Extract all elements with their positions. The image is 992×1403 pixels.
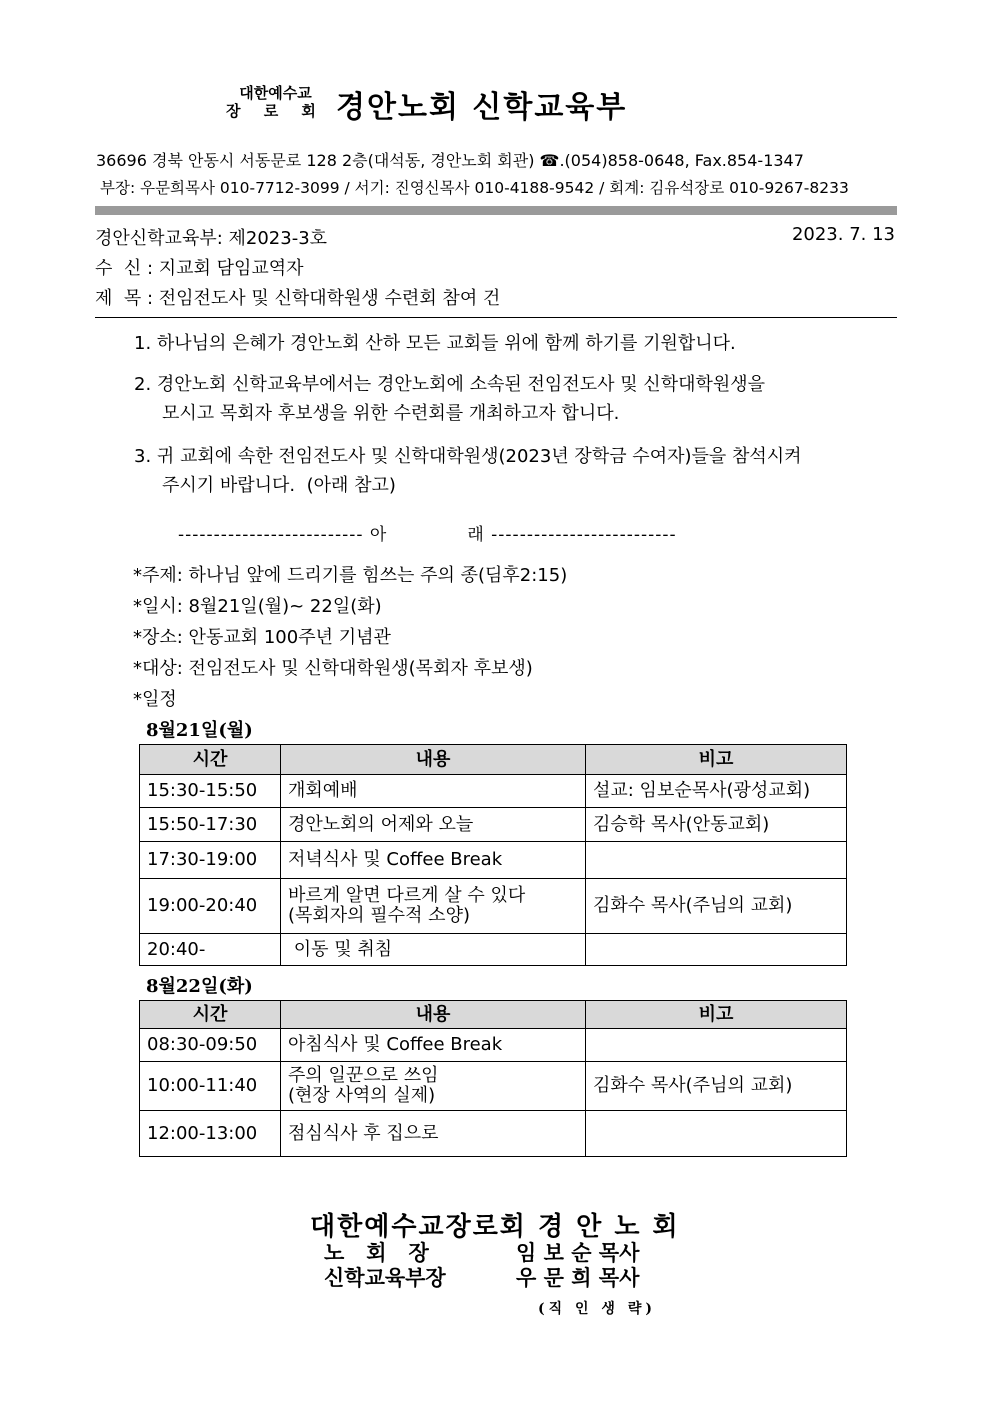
info-theme: *주제: 하나님 앞에 드리기를 힘쓰는 주의 종(딤후2:15)	[133, 565, 568, 586]
table-row	[140, 842, 847, 879]
row-content: 경안노회의 어제와 오늘	[281, 808, 586, 842]
signature-person: 우 문 희 목사	[516, 1265, 640, 1290]
header-note: 비고	[586, 745, 847, 775]
row-note	[586, 1111, 847, 1157]
org-label-line2: 장 로 회	[226, 102, 325, 120]
row-content	[281, 1062, 586, 1111]
row-time: 15:30-15:50	[140, 775, 281, 808]
info-target: *대상: 전임전도사 및 신학대학원생(목회자 후보생)	[133, 658, 533, 679]
header-divider	[95, 206, 897, 215]
table-row	[140, 1062, 847, 1111]
notice-divider-left: -------------------------- 아	[178, 525, 388, 545]
row-content-line2: (목회자의 필수적 소양)	[288, 905, 470, 926]
subject: 제 목 : 전임전도사 및 신학대학원생 수련회 참여 건	[95, 288, 501, 309]
table-row	[140, 808, 847, 842]
day1-title: 8월21일(월)	[146, 720, 253, 741]
row-note	[586, 842, 847, 879]
row-content-line1: 주의 일꾼으로 쓰임	[288, 1065, 439, 1086]
paragraph-3-line2: 주시기 바랍니다. (아래 참고)	[162, 475, 396, 496]
signature-role: 노 회 장	[324, 1240, 429, 1265]
header-time: 시간	[140, 745, 281, 775]
row-time: 20:40-	[140, 934, 281, 966]
schedule-table-day1	[139, 744, 847, 966]
signature-row-department-head	[324, 1262, 639, 1292]
notice-divider-right: 래 --------------------------	[467, 525, 677, 545]
paragraph-2-line2: 모시고 목회자 후보생을 위한 수련회를 개최하고자 합니다.	[162, 403, 620, 424]
day2-title: 8월22일(화)	[146, 976, 253, 997]
row-time: 17:30-19:00	[140, 842, 281, 879]
paragraph-3	[134, 442, 802, 500]
row-note	[586, 1029, 847, 1062]
paragraph-2-line1: 2. 경안노회 신학교육부에서는 경안노회에 소속된 전임전도사 및 신학대학원생을	[134, 374, 766, 395]
meta-divider	[95, 317, 897, 318]
row-content: 이동 및 취침	[281, 934, 586, 966]
row-content-line2: (현장 사역의 실제)	[288, 1085, 436, 1106]
row-content: 점심식사 후 집으로	[281, 1111, 586, 1157]
seal-omitted-note: (직 인 생 략)	[538, 1301, 656, 1317]
notice-divider	[178, 520, 677, 545]
row-note: 설교: 임보순목사(광성교회)	[586, 775, 847, 808]
header-content: 내용	[281, 745, 586, 775]
row-note: 김승학 목사(안동교회)	[586, 808, 847, 842]
header-time: 시간	[140, 1001, 281, 1029]
org-label-line1: 대한예수교	[239, 84, 312, 102]
schedule-table-day2	[139, 1000, 847, 1157]
header-content: 내용	[281, 1001, 586, 1029]
row-time: 08:30-09:50	[140, 1029, 281, 1062]
row-content	[281, 879, 586, 934]
page-title: 경안노회 신학교육부	[336, 90, 628, 125]
signature-role: 신학교육부장	[324, 1265, 446, 1290]
info-schedule-label: *일정	[133, 689, 177, 710]
row-time: 10:00-11:40	[140, 1062, 281, 1111]
row-note: 김화수 목사(주님의 교회)	[586, 879, 847, 934]
row-content: 저녁식사 및 Coffee Break	[281, 842, 586, 879]
document-number: 경안신학교육부: 제2023-3호	[95, 228, 328, 249]
signature-person: 임 보 순 목사	[516, 1240, 640, 1265]
table-row	[140, 775, 847, 808]
info-place: *장소: 안동교회 100주년 기념관	[133, 627, 391, 648]
signature-org: 대한예수교장로회 경 안 노 회	[310, 1212, 680, 1242]
header-note: 비고	[586, 1001, 847, 1029]
table-header-row	[140, 745, 847, 775]
table-row	[140, 879, 847, 934]
row-time: 19:00-20:40	[140, 879, 281, 934]
info-date: *일시: 8월21일(월)~ 22일(화)	[133, 596, 382, 617]
row-content: 아침식사 및 Coffee Break	[281, 1029, 586, 1062]
table-row	[140, 1029, 847, 1062]
org-label	[226, 84, 325, 120]
row-time: 12:00-13:00	[140, 1111, 281, 1157]
row-content-line1: 바르게 알면 다르게 살 수 있다	[288, 885, 526, 906]
contacts: 부장: 우문희목사 010-7712-3099 / 서기: 진영신목사 010-4188-9542 / 회계: 김유석장로 010-9267-8233	[100, 179, 849, 197]
row-content: 개회예배	[281, 775, 586, 808]
row-time: 15:50-17:30	[140, 808, 281, 842]
row-note: 김화수 목사(주님의 교회)	[586, 1062, 847, 1111]
paragraph-2	[134, 370, 765, 428]
document-date: 2023. 7. 13	[791, 224, 895, 245]
row-note	[586, 934, 847, 966]
table-row	[140, 1111, 847, 1157]
table-row	[140, 934, 847, 966]
address: 36696 경북 안동시 서동문로 128 2층(대석동, 경안노회 회관) ☎.(054)858-0648, Fax.854-1347	[96, 151, 804, 170]
paragraph-1: 1. 하나님의 은혜가 경안노회 산하 모든 교회들 위에 함께 하기를 기원합니다.	[134, 333, 736, 354]
table-header-row	[140, 1001, 847, 1029]
recipient: 수 신 : 지교회 담임교역자	[95, 258, 304, 279]
paragraph-3-line1: 3. 귀 교회에 속한 전임전도사 및 신학대학원생(2023년 장학금 수여자)들을 참석시켜	[134, 446, 802, 467]
